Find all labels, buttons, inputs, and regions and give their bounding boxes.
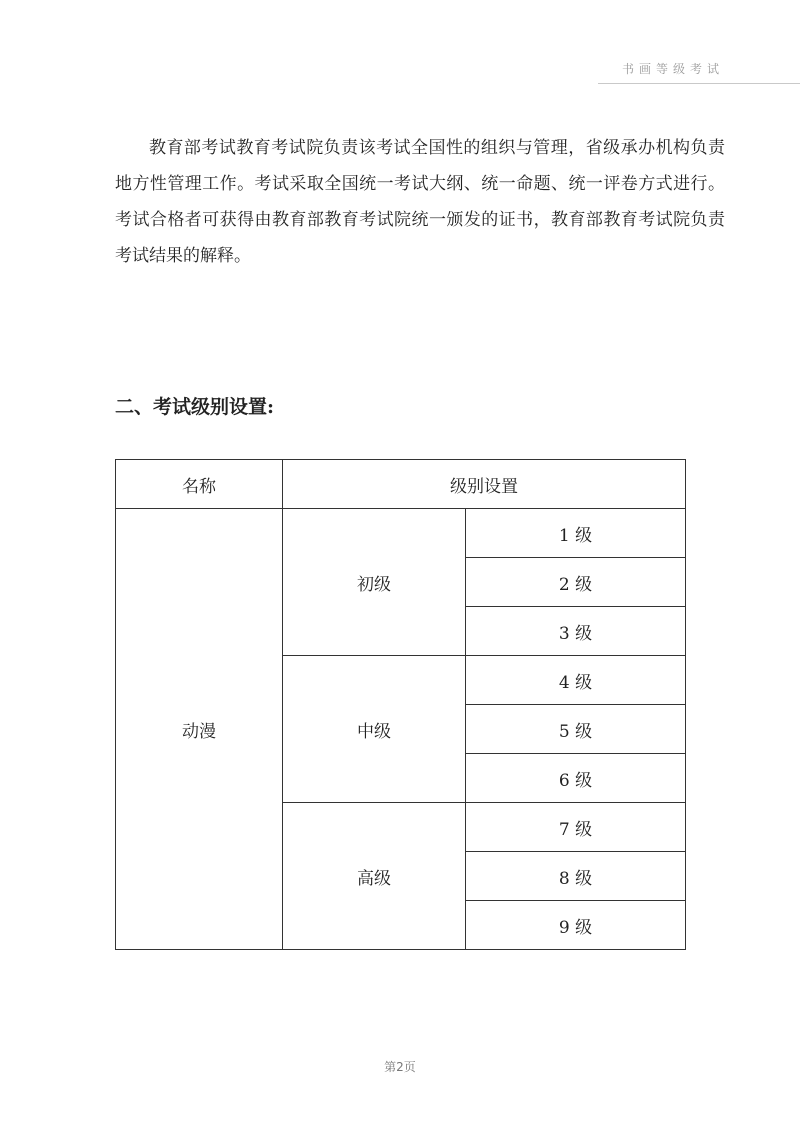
table-header-row (116, 460, 686, 509)
level-cell: 2 级 (466, 558, 686, 607)
level-cell: 8 级 (466, 852, 686, 901)
group-cell-advanced: 高级 (283, 803, 466, 950)
section-heading: 二、考试级别设置: (115, 396, 275, 418)
group-cell-beginner: 初级 (283, 509, 466, 656)
subject-name-cell: 动漫 (116, 509, 283, 950)
level-cell: 1 级 (466, 509, 686, 558)
group-cell-intermediate: 中级 (283, 656, 466, 803)
level-cell: 6 级 (466, 754, 686, 803)
level-cell: 9 级 (466, 901, 686, 950)
level-cell: 5 级 (466, 705, 686, 754)
intro-paragraph: 教育部考试教育考试院负责该考试全国性的组织与管理，省级承办机构负责地方性管理工作。考试采取全国统一考试大纲、统一命题、统一评卷方式进行。考试合格者可获得由教育部教育考试院统一颁发的证书，教育部教育考试院负责考试结果的解释。 (115, 138, 725, 266)
level-cell: 4 级 (466, 656, 686, 705)
header-cell-name: 名称 (116, 460, 283, 509)
level-cell: 7 级 (466, 803, 686, 852)
level-cell: 3 级 (466, 607, 686, 656)
header-rule (598, 83, 800, 84)
running-header-title: 书画等级考试 (621, 62, 724, 76)
table-row (116, 509, 686, 558)
page-number: 第2页 (384, 1060, 416, 1074)
level-table (115, 459, 686, 950)
header-cell-levels: 级别设置 (283, 460, 686, 509)
